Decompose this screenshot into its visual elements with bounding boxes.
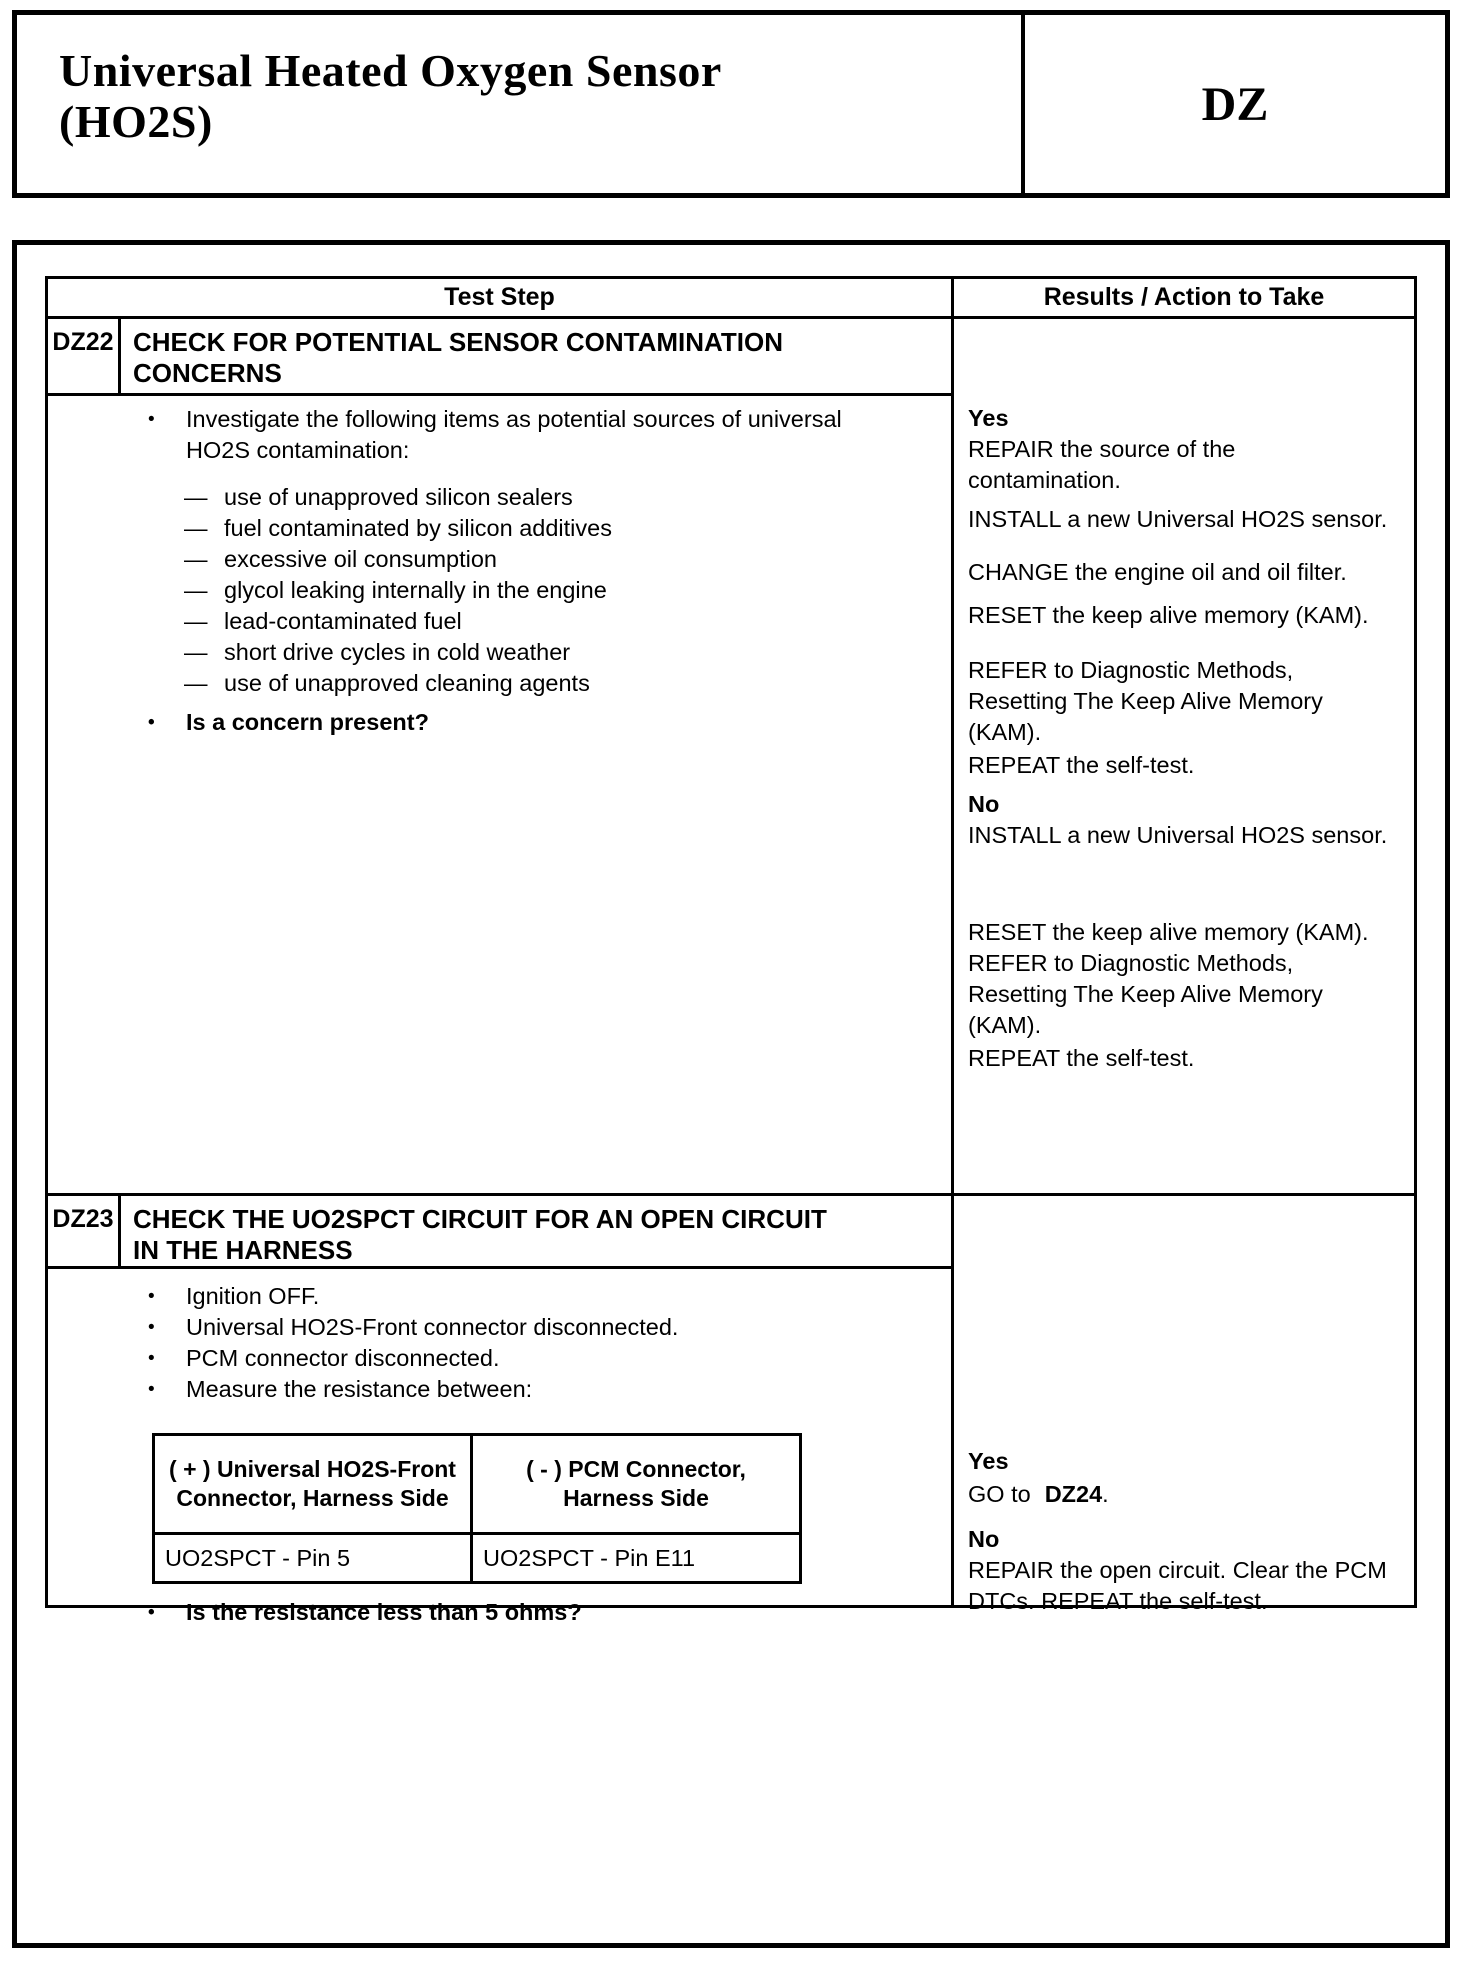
action-text: REPAIR the open circuit. Clear the PCM DTCs. REPEAT the self-test.	[968, 1557, 1387, 1614]
go-target: DZ24	[1044, 1481, 1103, 1507]
dash-icon: —	[184, 545, 208, 572]
action-text: INSTALL a new Universal HO2S sensor.	[968, 505, 1388, 532]
list-item	[184, 513, 951, 544]
list-item-text: fuel contaminated by silicon additives	[224, 514, 612, 541]
bullet-icon: •	[148, 1286, 155, 1307]
go-prefix: GO to	[968, 1481, 1031, 1507]
table-row-dz22	[48, 319, 1414, 1196]
pin-table-value-col1: UO2SPCT - Pin 5	[155, 1535, 473, 1581]
list-item	[184, 575, 951, 606]
bullet-item-text: Measure the resistance between:	[186, 1376, 533, 1402]
section-code: DZ	[1201, 77, 1269, 131]
dz23-test-step-cell	[48, 1196, 954, 1625]
document-title-cell	[17, 15, 1025, 193]
bullet-item-text: Universal HO2S-Front connector disconnected.	[186, 1314, 679, 1340]
action-text: REPEAT the self-test.	[968, 1044, 1195, 1071]
list-item-text: use of unapproved silicon sealers	[224, 483, 573, 510]
list-item-text: short drive cycles in cold weather	[224, 638, 571, 665]
bullet-icon: •	[148, 408, 155, 430]
dz23-question-text: Is the resistance less than 5 ohms?	[186, 1599, 582, 1625]
dz22-question-text: Is a concern present?	[186, 708, 429, 735]
dz23-yes-label: Yes	[968, 1448, 1009, 1474]
pin-table-value-col2: UO2SPCT - Pin E11	[483, 1544, 696, 1571]
bullet-icon: •	[148, 1379, 155, 1400]
bullet-item-text: PCM connector disconnected.	[186, 1345, 500, 1371]
bullet-item	[148, 1281, 951, 1312]
list-item	[184, 606, 951, 637]
go-suffix: .	[1102, 1481, 1109, 1507]
dz23-step-body	[48, 1269, 951, 1628]
section-code-cell	[1025, 15, 1445, 193]
dash-icon: —	[184, 514, 208, 541]
page-title: Universal Heated Oxygen Sensor (HO2S)	[59, 45, 721, 147]
dz22-yes-label: Yes	[968, 404, 1009, 431]
action-text: REFER to Diagnostic Methods, Resetting The Keep Alive Memory (KAM).	[968, 656, 1323, 745]
list-item	[184, 544, 951, 575]
column-header-test-step: Test Step	[48, 279, 954, 316]
action-text: REPEAT the self-test.	[968, 751, 1195, 778]
dz23-question	[148, 1597, 951, 1628]
dash-icon: —	[184, 483, 208, 510]
dz22-contamination-list	[184, 482, 951, 699]
pin-measurement-table	[152, 1433, 802, 1584]
pin-table-header-col2: ( - ) PCM Connector, Harness Side	[526, 1456, 746, 1511]
dz22-step-id: DZ22	[48, 319, 121, 393]
dz23-go-line	[968, 1479, 1404, 1510]
pin-table-value-row	[155, 1535, 799, 1581]
pin-table-header-col1: ( + ) Universal HO2S-Front Connector, Harness Side	[155, 1436, 473, 1532]
dz22-question	[148, 707, 951, 738]
dz22-intro-bullet	[148, 404, 951, 466]
bullet-icon: •	[148, 1348, 155, 1369]
list-item	[184, 637, 951, 668]
dz22-results-cell	[954, 319, 1414, 1193]
action-text: CHANGE the engine oil and oil filter.	[968, 558, 1347, 585]
bullet-item	[148, 1343, 951, 1374]
action-text: RESET the keep alive memory (KAM). REFER to Diagnostic Methods, Resetting The Keep Alive Memory (KAM).	[968, 918, 1369, 1038]
bullet-item-text: Ignition OFF.	[186, 1283, 320, 1309]
bullet-item	[148, 1374, 951, 1405]
dz22-step-title: CHECK FOR POTENTIAL SENSOR CONTAMINATION CONCERNS	[133, 326, 783, 388]
dz22-test-step-cell	[48, 319, 954, 1193]
action-text: REPAIR the source of the contamination.	[968, 435, 1236, 493]
list-item-text: excessive oil consumption	[224, 545, 497, 572]
dash-icon: —	[184, 607, 208, 634]
dz23-step-title: CHECK THE UO2SPCT CIRCUIT FOR AN OPEN CIRCUIT IN THE HARNESS	[133, 1204, 827, 1265]
document-header	[12, 10, 1450, 198]
list-item	[184, 668, 951, 699]
dash-icon: —	[184, 638, 208, 665]
table-header-row	[48, 279, 1414, 319]
dash-icon: —	[184, 576, 208, 603]
list-item-text: glycol leaking internally in the engine	[224, 576, 607, 603]
dz22-step-header	[48, 319, 951, 396]
list-item-text: use of unapproved cleaning agents	[224, 669, 590, 696]
diagnostic-table	[45, 276, 1417, 1625]
table-row-dz23	[48, 1196, 1414, 1625]
dz23-no-label: No	[968, 1526, 1000, 1552]
dz22-step-body	[48, 396, 951, 1193]
dz23-step-id: DZ23	[48, 1196, 121, 1266]
bullet-icon: •	[148, 1602, 155, 1623]
action-text: INSTALL a new Universal HO2S sensor.	[968, 821, 1388, 848]
dz23-step-header	[48, 1196, 951, 1269]
dz22-intro-text: Investigate the following items as potential sources of universal HO2S contamination:	[186, 405, 842, 463]
dz23-results-cell	[954, 1196, 1414, 1614]
bullet-item	[148, 1312, 951, 1343]
list-item	[184, 482, 951, 513]
dash-icon: —	[184, 669, 208, 696]
dz22-no-label: No	[968, 790, 1000, 817]
bullet-icon: •	[148, 1317, 155, 1338]
column-header-results: Results / Action to Take	[1043, 282, 1325, 311]
pin-table-header-row	[155, 1436, 799, 1535]
bullet-icon: •	[148, 711, 155, 733]
action-text: RESET the keep alive memory (KAM).	[968, 601, 1369, 628]
list-item-text: lead-contaminated fuel	[224, 607, 462, 634]
